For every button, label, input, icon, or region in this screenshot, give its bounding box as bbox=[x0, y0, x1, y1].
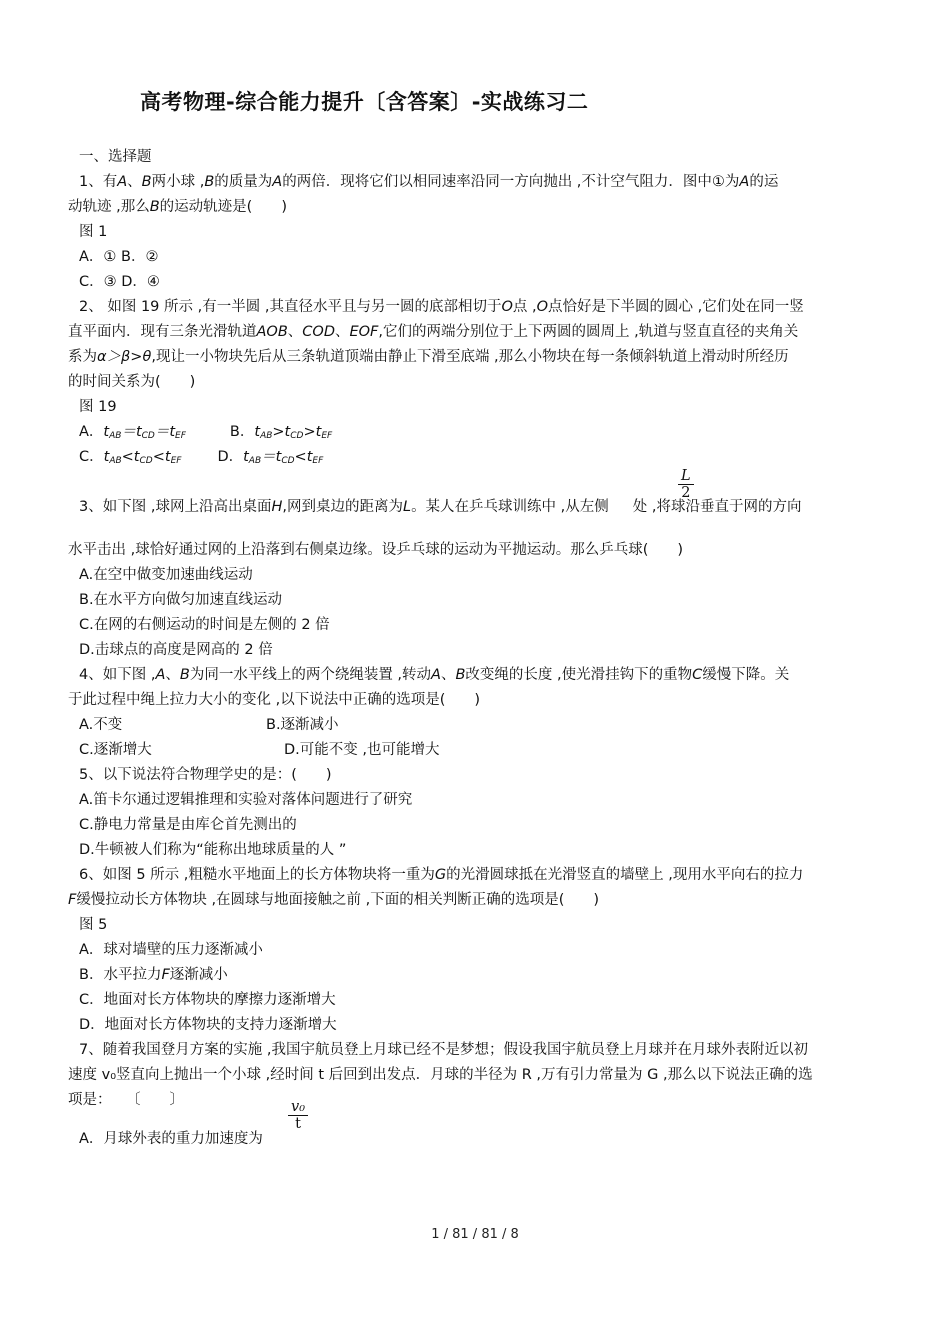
q6-option-c: C．地面对长方体物块的摩擦力逐渐增大 bbox=[79, 992, 336, 1008]
q1-line-2: 动轨迹 ,那么B的运动轨迹是( ) bbox=[68, 199, 287, 215]
section-heading: 一、选择题 bbox=[79, 149, 152, 165]
q2-options-cd: C．$t_{AB}<t_{CD}<t_{EF}$ D．$t_{AB}=t_{CD}<t_{EF}$ bbox=[79, 449, 324, 466]
q1-options-cd: C．③ D．④ bbox=[79, 274, 160, 290]
q1-figure-label: 图 1 bbox=[79, 224, 108, 240]
q3-line-2: 水平击出 ,球恰好通过网的上沿落到右侧桌边缘。设乒乓球的运动为平抛运动。那么乒乓球( ) bbox=[68, 542, 684, 558]
q3-line-1: $\frac{L}{2}$ 3、如下图 ,球网上沿高出桌面H,网到桌边的距离为L。某人在乒乓球训练中 ,从左侧 处 ,将球沿垂直于网的方向 bbox=[79, 468, 802, 515]
q4-line-1: 4、如下图 ,A、B为同一水平线上的两个绕绳装置 ,转动A、B改变绳的长度 ,使光滑挂钩下的重物C缓慢下降。关 bbox=[79, 667, 790, 683]
q3-option-b: B.在水平方向做匀加速直线运动 bbox=[79, 592, 283, 608]
q7-line-1: 7、随着我国登月方案的实施 ,我国宇航员登上月球已经不是梦想；假设我国宇航员登上月球并在月球外表附近以初 bbox=[79, 1042, 808, 1058]
question-6 bbox=[68, 863, 880, 1038]
question-2 bbox=[68, 295, 880, 470]
q6-line-2: F缓慢拉动长方体物块 ,在圆球与地面接触之前 ,下面的相关判断正确的选项是( ) bbox=[68, 892, 600, 908]
q3-option-c: C.在网的右侧运动的时间是左侧的 2 倍 bbox=[79, 617, 330, 633]
question-3 bbox=[68, 470, 880, 663]
q4-options-cd: C.逐渐增大 D.可能不变 ,也可能增大 bbox=[79, 742, 440, 758]
fraction-v0-over-t: $\frac{\text{v₀}}{t}$ bbox=[288, 1099, 308, 1132]
q5-option-a: A.笛卡尔通过逻辑推理和实验对落体问题进行了研究 bbox=[79, 792, 413, 808]
question-1 bbox=[68, 170, 880, 295]
q7-option-a: A．月球外表的重力加速度为 $\frac{\text{v₀}}{t}$ bbox=[68, 1113, 880, 1163]
fraction-l-over-2: $\frac{L}{2}$ bbox=[678, 468, 694, 501]
q2-line-4: 的时间关系为( ) bbox=[68, 374, 196, 390]
q2-figure-label: 图 19 bbox=[79, 399, 117, 415]
question-4 bbox=[68, 663, 880, 763]
q2-line-3: 系为α＞β>θ,现让一小物块先后从三条轨道顶端由静止下滑至底端 ,那么小物块在每一条倾斜轨道上滑动时所经历 bbox=[68, 349, 789, 365]
q2-line-1: 2、 如图 19 所示 ,有一半圆 ,其直径水平且与另一圆的底部相切于O点 ,O点恰好是下半圆的圆心 ,它们处在同一竖 bbox=[79, 299, 804, 315]
question-list bbox=[68, 145, 880, 1163]
page-number: 1 / 81 / 81 / 8 bbox=[431, 1227, 519, 1242]
q1-options-ab: A．① B．② bbox=[79, 249, 159, 265]
question-7 bbox=[68, 1038, 880, 1163]
q4-line-2: 于此过程中绳上拉力大小的变化 ,以下说法中正确的选项是( ) bbox=[68, 692, 481, 708]
q3-option-d: D.击球点的高度是网高的 2 倍 bbox=[79, 642, 273, 658]
q5-option-d: D.牛顿被人们称为“能称出地球质量的人 ” bbox=[79, 842, 347, 858]
q1-line-1: 1、有A、B两小球 ,B的质量为A的两倍．现将它们以相同速率沿同一方向抛出 ,不计空气阻力．图中①为A的运 bbox=[79, 174, 779, 190]
q7-line-3: 项是： 〔 〕 bbox=[68, 1092, 184, 1108]
q3-option-a: A.在空中做变加速曲线运动 bbox=[79, 567, 253, 583]
q6-option-d: D．地面对长方体物块的支持力逐渐增大 bbox=[79, 1017, 337, 1033]
q6-line-1: 6、如图 5 所示 ,粗糙水平地面上的长方体物块将一重为G的光滑圆球抵在光滑竖直的墙壁上 ,现用水平向右的拉力 bbox=[79, 867, 804, 883]
q6-figure-label: 图 5 bbox=[79, 917, 108, 933]
question-5 bbox=[68, 763, 880, 863]
q4-options-ab: A.不变 B.逐渐减小 bbox=[79, 717, 339, 733]
q2-options-ab: A．$t_{AB}=t_{CD}=t_{EF}$ B．$t_{AB}>t_{CD}>t_{EF}$ bbox=[79, 424, 333, 441]
q5-stem: 5、以下说法符合物理学史的是：( ) bbox=[79, 767, 332, 783]
q6-option-b: B．水平拉力F逐渐减小 bbox=[79, 967, 228, 983]
q7-line-2: 速度 v₀竖直向上抛出一个小球 ,经时间 t 后回到出发点．月球的半径为 R ,万有引力常量为 G ,那么以下说法正确的选 bbox=[68, 1067, 813, 1083]
page-title: 高考物理-综合能力提升〔含答案〕-实战练习二 bbox=[140, 90, 589, 114]
q2-line-2: 直平面内．现有三条光滑轨道AOB、COD、EOF,它们的两端分别位于上下两圆的圆周上 ,轨道与竖直直径的夹角关 bbox=[68, 324, 799, 340]
q6-option-a: A．球对墙壁的压力逐渐减小 bbox=[79, 942, 263, 958]
q5-option-c: C.静电力常量是由库仑首先测出的 bbox=[79, 817, 297, 833]
